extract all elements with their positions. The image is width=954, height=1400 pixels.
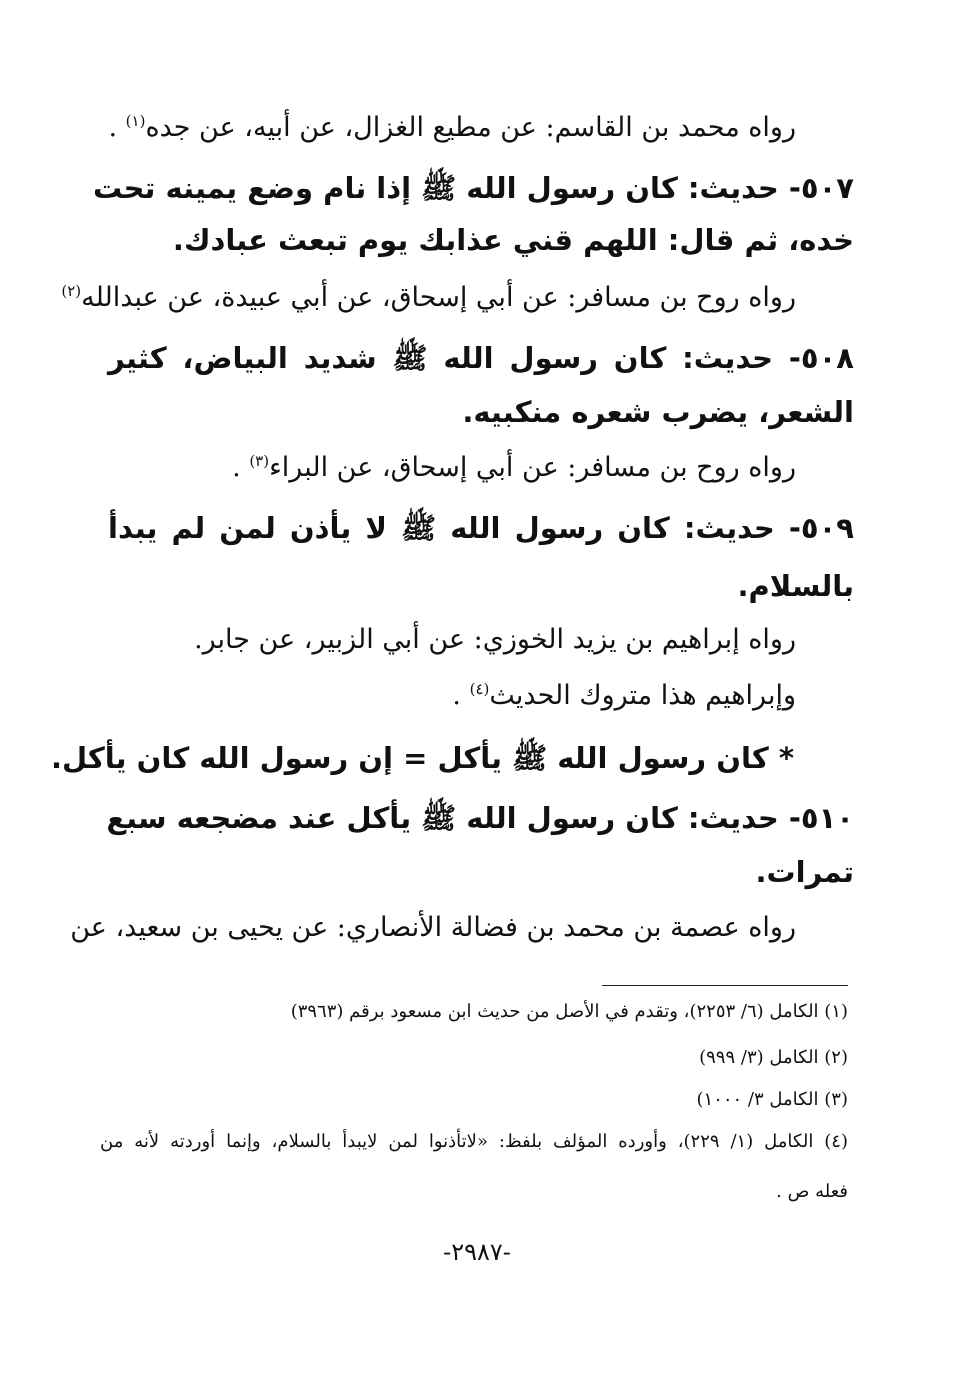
footnote-marker: (١) <box>125 112 146 130</box>
narration-line: رواه إبراهيم بن يزيد الخوزي: عن أبي الزبير، عن جابر. <box>194 624 796 655</box>
narration-line: رواه عصمة بن محمد بن فضالة الأنصاري: عن يحيى بن سعيد، عن <box>70 912 796 943</box>
page-number: -٢٩٨٧- <box>443 1238 511 1266</box>
hadith-507-text: خده، ثم قال: اللهم قني عذابك يوم تبعث عبادك. <box>172 223 854 257</box>
footnote-marker: (٣) <box>249 452 270 470</box>
footnote-3: (٣) الكامل ٣/ ١٠٠٠) <box>696 1089 848 1110</box>
cross-reference-heading: * كان رسول الله ﷺ يأكل = إن رسول الله كان يأكل. <box>51 741 794 775</box>
hadith-508-heading: ٥٠٨- حديث: كان رسول الله ﷺ شديد البياض، كثير <box>108 341 854 375</box>
footnote-4: (٤) الكامل (١/ ٢٢٩)، وأورده المؤلف بلفظ: «لاتأذنوا لمن لايبدأ بالسلام، وإنما أوردته لأنه من <box>100 1131 848 1152</box>
hadith-508-text: الشعر، يضرب شعره منكبيه. <box>462 395 854 429</box>
narration-line: رواه محمد بن القاسم: عن مطيع الغزال، عن أبيه، عن جده$^{(١)}$ . <box>108 112 796 143</box>
hadith-507-heading: ٥٠٧- حديث: كان رسول الله ﷺ إذا نام وضع يمينه تحت <box>92 171 854 205</box>
narration-line: رواه روح بن مسافر: عن أبي إسحاق، عن البراء$^{(٣)}$ . <box>232 452 796 483</box>
footnote-marker: (٤) <box>469 680 490 698</box>
footnote-1: (١) الكامل (٦/ ٢٢٥٣)، وتقدم في الأصل من حديث ابن مسعود برقم (٣٩٦٣) <box>290 1001 848 1022</box>
footnote-marker: (٢) <box>61 282 82 300</box>
hadith-510-text: تمرات. <box>755 855 854 889</box>
narration-line: رواه روح بن مسافر: عن أبي إسحاق، عن أبي عبيدة، عن عبدالله$^{(٢)}$ <box>61 282 796 313</box>
narration-line: وإبراهيم هذا متروك الحديث$^{(٤)}$ . <box>452 680 796 711</box>
footnote-2: (٢) الكامل (٣/ ٩٩٩) <box>699 1047 848 1068</box>
hadith-509-heading: ٥٠٩- حديث: كان رسول الله ﷺ لا يأذن لمن لم يبدأ <box>108 511 854 545</box>
footnote-4-continued: فعله ص . <box>776 1181 848 1202</box>
hadith-510-heading: ٥١٠- حديث: كان رسول الله ﷺ يأكل عند مضجعه سبع <box>106 801 854 835</box>
footnote-divider <box>602 985 848 986</box>
hadith-509-text: بالسلام. <box>737 569 854 603</box>
